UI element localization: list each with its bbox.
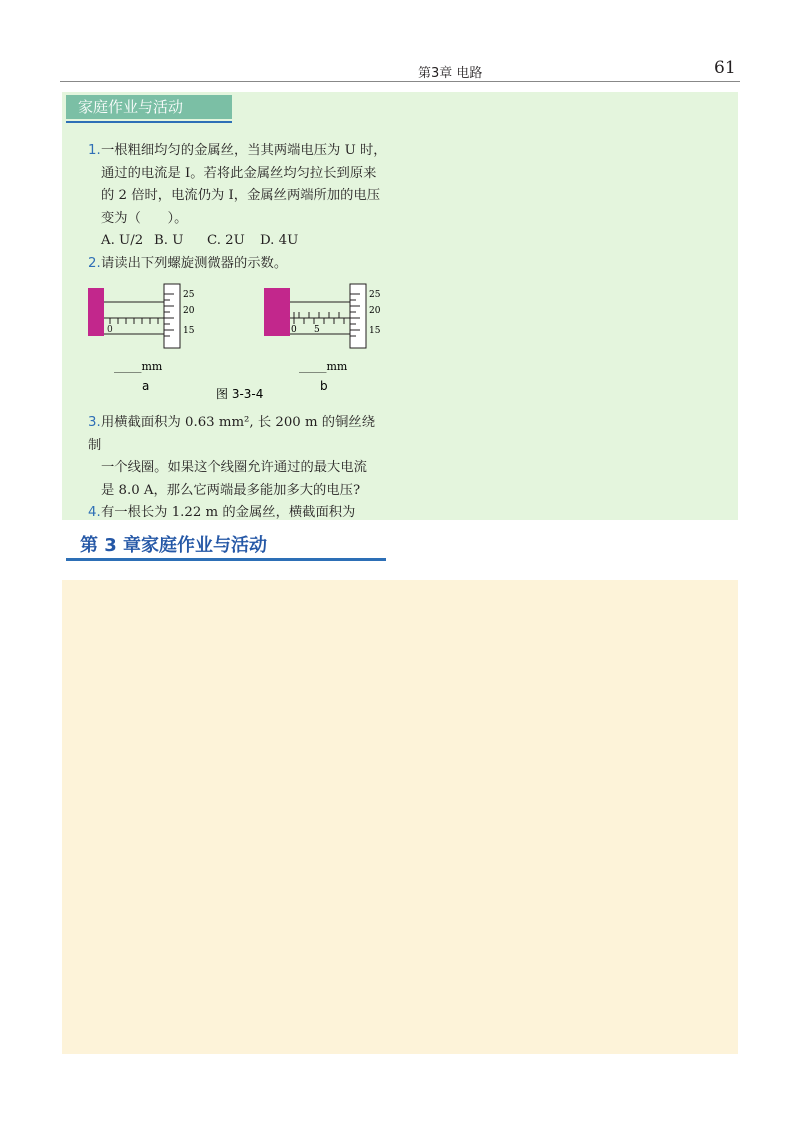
- label-a: a: [142, 379, 150, 393]
- micrometer-b: [264, 284, 381, 348]
- chapter-homework-box: [62, 580, 738, 1054]
- b1l-item2-line0: [88, 253, 388, 276]
- b1l2-item1-number: 4.: [88, 505, 101, 520]
- b1l2-item0-text: 是 8.0 A，那么它两端最多能加多大的电压?: [101, 482, 361, 498]
- b1l-option1: B. U: [154, 233, 184, 248]
- b1l-item0-text: 的 2 倍时，电流仍为 I，金属丝两端所加的电压: [101, 188, 381, 203]
- b1l-option0: A. U/2: [101, 233, 144, 248]
- b1l-item0-text: 通过的电流是 I。若将此金属丝均匀拉长到原来: [101, 165, 377, 181]
- page-number: 61: [714, 58, 736, 78]
- scale-b-zero: 0: [291, 325, 297, 335]
- b1l-item0-line3: [88, 208, 388, 231]
- b1l2-item0-line2: [88, 480, 388, 503]
- b1l-item2-number: 2.: [88, 255, 101, 271]
- label-b: b: [320, 379, 328, 393]
- section-title: 第 3 章家庭作业与活动: [80, 535, 268, 556]
- b1l2-item0-line0: [88, 412, 388, 457]
- b1l-item0-line2: [88, 185, 388, 208]
- b1l-item0-number: 1.: [88, 143, 101, 158]
- b1l2-item0-number: 3.: [88, 415, 101, 430]
- b1l-option2: C. 2U: [207, 233, 245, 248]
- tick-b-15: 15: [369, 326, 381, 336]
- micrometer-a: [88, 284, 195, 348]
- page-header: [0, 0, 800, 84]
- answer-a: _____mm: [114, 360, 163, 373]
- b1l-item0-line0: [88, 140, 388, 163]
- b1l-item2-text: 请读出下列螺旋测微器的示数。: [101, 255, 288, 271]
- tick-b-20: 20: [369, 306, 381, 316]
- b1l-option3: D. 4U: [260, 233, 299, 248]
- b1l-item0-text: 变为（ ）。: [101, 210, 188, 226]
- scale-b-five: 5: [314, 325, 320, 335]
- box1-left-column-2: [88, 412, 388, 525]
- micrometer-figure: [84, 280, 384, 400]
- scale-a-zero: 0: [107, 325, 113, 335]
- b1l2-item1-line0: [88, 502, 388, 525]
- tick-b-25: 25: [369, 290, 381, 300]
- tick-a-20: 20: [183, 306, 195, 316]
- answer-b: _____mm: [299, 360, 348, 373]
- section-underline: [66, 558, 386, 561]
- box1-left-column: [88, 140, 388, 275]
- figure-caption: 图 3-3-4: [216, 387, 264, 400]
- b1l-options1: [88, 230, 388, 253]
- b1l2-item0-text: 用横截面积为 0.63 mm², 长 200 m 的铜丝绕制: [88, 415, 375, 453]
- homework-tab: 家庭作业与活动: [66, 95, 232, 119]
- tab-underline: [66, 121, 232, 123]
- b1l2-item1-text: 有一根长为 1.22 m 的金属丝，横截面积为: [101, 505, 356, 520]
- b1l-item0-line1: [88, 163, 388, 186]
- b1l-item0-text: 一根粗细均匀的金属丝，当其两端电压为 U 时，: [101, 143, 387, 158]
- tick-a-15: 15: [183, 326, 195, 336]
- b1l2-item0-line1: [88, 457, 388, 480]
- tick-a-25: 25: [183, 290, 195, 300]
- b1l2-item0-text: 一个线圈。如果这个线圈允许通过的最大电流: [101, 460, 367, 475]
- header-rule: [60, 81, 740, 82]
- chapter-label: 第3章 电路: [418, 66, 483, 81]
